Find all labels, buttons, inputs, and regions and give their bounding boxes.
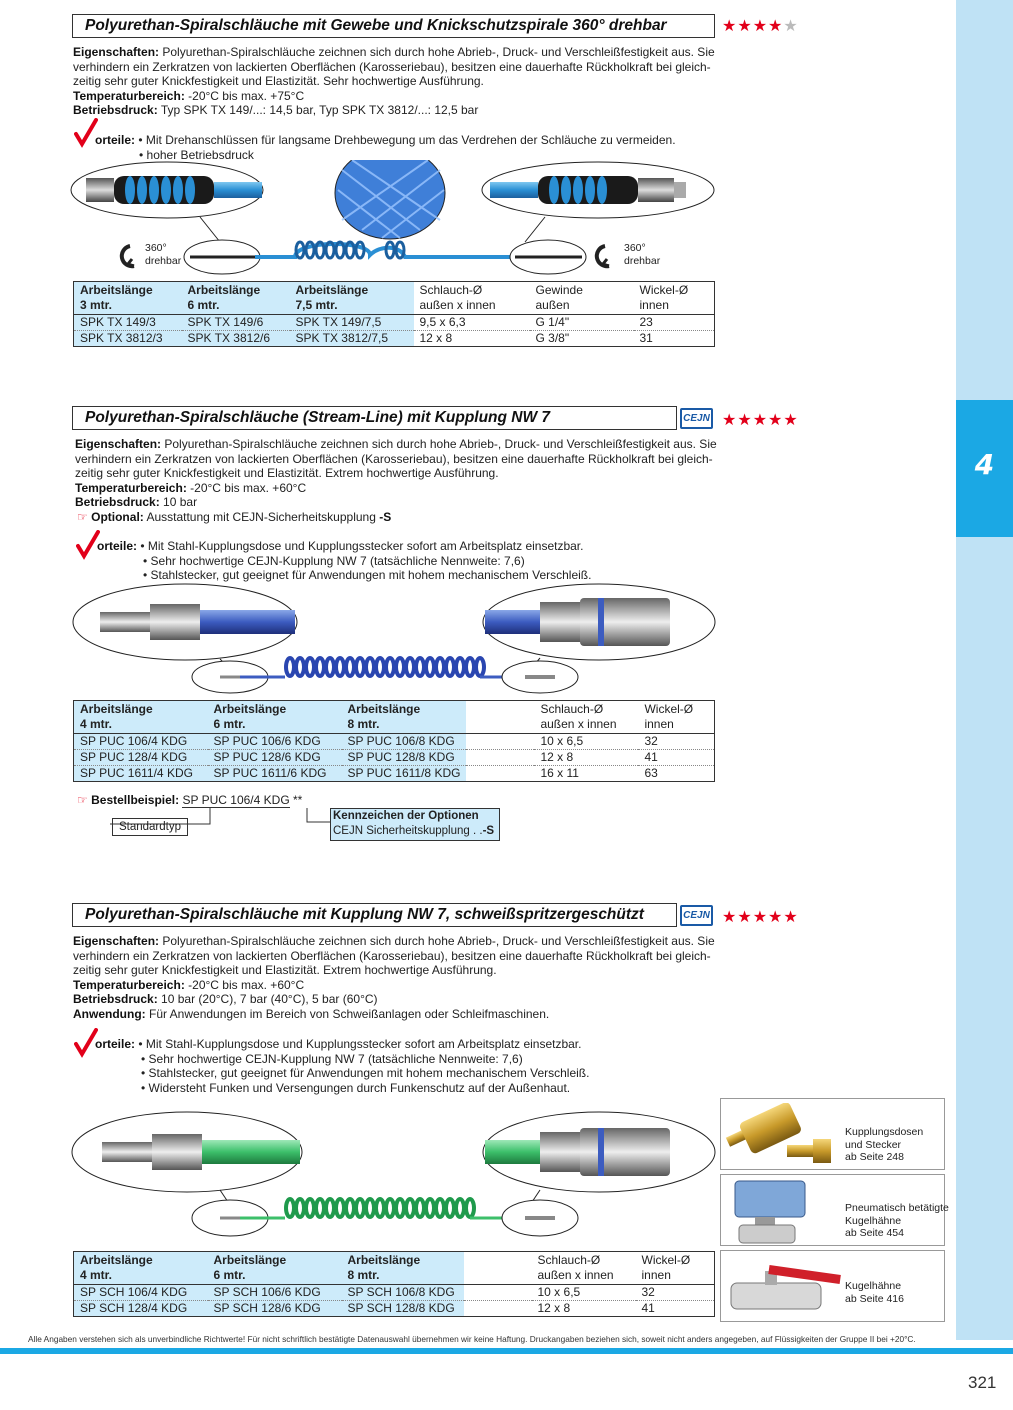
table-row: SP SCH 128/4 KDG SP SCH 128/6 KDG SP SCH 128/8 KDG 12 x 8 41 [74,1300,715,1316]
rotation-label-right: 360° drehbar [624,242,661,267]
pneumatic-valve-image [725,1177,837,1245]
side-ref-ball-valves[interactable]: Kugelhähne ab Seite 416 [720,1250,945,1322]
disclaimer: Alle Angaben verstehen sich als unverbindliche Richtwerte! Für nicht schriftlich bestätigte Datenauswahl übernehmen wir keine Haftung. Druckangaben beziehen sich, soweit nicht anders angegeben, auf Flüssigkeiten der Gruppe II bei +20°C. [28,1334,916,1344]
section-2-product-illustration [70,582,720,694]
section-3-spec-table [73,1251,715,1317]
section-2-properties: Eigenschaften: Polyurethan-Spiralschläuche zeichnen sich durch hohe Abrieb-, Druck- und Verschleißfestigkeit aus. Sie verhindern ein Zerkratzen von lackierten Oberflächen (Karosseriebau), besitzen eine dauerhafte Rückholkraft bei gleich- zeitig sehr guter Knickfestigkeit und Elastizität. Extrem hochwertige Ausführung. Temperaturbereich: -20°C bis max. +60°C Betriebsdruck: 10 bar [75,437,717,510]
section-2-optional: ☞ Optional: Ausstattung mit CEJN-Sicherheitskupplung -S [77,510,392,524]
table-row: SPK TX 3812/3 SPK TX 3812/6 SPK TX 3812/7,5 12 x 8 G 3/8" 31 [74,330,715,346]
chapter-number: 4 [974,448,995,481]
coupling-image [725,1103,835,1167]
section-2-rating: ★★★★★ [722,412,799,429]
chapter-tab-strip [956,0,1013,1340]
table-header-row: Arbeitslänge Arbeitslänge Arbeitslänge Schlauch-Ø Wickel-Ø [74,1252,715,1269]
table-row: SP PUC 106/4 KDG SP PUC 106/6 KDG SP PUC 106/8 KDG 10 x 6,5 32 [74,733,715,749]
table-header-row: 3 mtr. 6 mtr. 7,5 mtr. außen x innen außen innen [74,298,715,314]
section-1-rating: ★★★★★ [722,18,799,35]
section-3-product-illustration [70,1110,720,1244]
section-1-properties: Eigenschaften: Polyurethan-Spiralschläuche zeichnen sich durch hohe Abrieb-, Druck- und Verschleißfestigkeit aus. Sie verhindern ein Zerkratzen von lackierten Oberflächen (Karosseriebau), besitzen eine dauerhafte Rückholkraft bei gleich- zeitig sehr guter Knickfestigkeit und Elastizität. Sehr hochwertige Ausführung. Temperaturbereich: -20°C bis max. +75°C Betriebsdruck: Typ SPK TX 149/...: 14,5 bar, Typ SPK TX 3812/...: 12,5 bar [73,45,715,118]
table-row: SP PUC 128/4 KDG SP PUC 128/6 KDG SP PUC 128/8 KDG 12 x 8 41 [74,749,715,765]
footer-rule [0,1348,1013,1354]
section-1-title: Polyurethan-Spiralschläuche mit Gewebe und Knickschutzspirale 360° drehbar [72,14,715,38]
rotation-label-left: 360° drehbar [145,242,182,267]
section-2-spec-table [73,700,715,782]
pointing-hand-icon: ☞ [77,510,88,524]
table-header-row: 4 mtr. 6 mtr. 8 mtr. außen x innen innen [74,1268,715,1284]
cejn-logo: CEJN [680,905,713,926]
table-row: SP PUC 1611/4 KDG SP PUC 1611/6 KDG SP PUC 1611/8 KDG 16 x 11 63 [74,765,715,781]
table-row: SP SCH 106/4 KDG SP SCH 106/6 KDG SP SCH 106/8 KDG 10 x 6,5 32 [74,1284,715,1300]
side-ref-couplings[interactable]: Kupplungsdosen und Stecker ab Seite 248 [720,1098,945,1170]
table-header-row: Arbeitslänge Arbeitslänge Arbeitslänge Schlauch-Ø Wickel-Ø [74,701,715,718]
section-3-title: Polyurethan-Spiralschläuche mit Kupplung NW 7, schweißspritzergeschützt [72,903,677,927]
section-3-rating: ★★★★★ [722,909,799,926]
standard-type-label: Standardtyp [112,818,188,836]
section-3-properties: Eigenschaften: Polyurethan-Spiralschläuche zeichnen sich durch hohe Abrieb-, Druck- und Verschleißfestigkeit aus. Sie verhindern ein Zerkratzen von lackierten Oberflächen (Karosseriebau), besitzen eine dauerhafte Rückholkraft bei gleich- zeitig sehr guter Knickfestigkeit und Elastizität. Extrem hochwertige Ausführung. Temperaturbereich: -20°C bis max. +60°C Betriebsdruck: 10 bar (20°C), 7 bar (40°C), 5 bar (60°C) Anwendung: Für Anwendungen im Bereich von Schweißanlagen oder Schleifmaschinen. [73,934,715,1021]
section-3-advantages: orteile: • Mit Stahl-Kupplungsdose und Kupplungsstecker sofort am Arbeitsplatz einsetzbar. • Sehr hochwertige CEJN-Kupplung NW 7 (tatsächliche Nennweite: 7,6) • Stahlstecker, gut geeignet für Anwendungen mit hohem mechanischem Verschleiß. • Widersteht Funken und Versengungen durch Funkenschutz auf der Außenhaut. [95,1037,590,1095]
table-header-row: 4 mtr. 6 mtr. 8 mtr. außen x innen innen [74,717,715,733]
section-2-title: Polyurethan-Spiralschläuche (Stream-Line) mit Kupplung NW 7 [72,406,677,430]
section-1-spec-table [73,281,715,347]
page-number: 321 [968,1373,997,1392]
section-1-advantages: orteile: • Mit Drehanschlüssen für langsame Drehbewegung um das Verdrehen der Schläuche zu vermeiden. • hoher Betriebsdruck [95,133,676,162]
options-legend: Kennzeichen der Optionen CEJN Sicherheitskupplung . .-S [330,808,500,841]
order-example: ☞ Bestellbeispiel: SP PUC 106/4 KDG ** [77,793,303,807]
cejn-logo: CEJN [680,408,713,429]
ball-valve-image [725,1255,845,1319]
side-ref-pneumatic-ball-valves[interactable]: Pneumatisch betätigte Kugelhähne ab Seite 454 [720,1174,945,1246]
table-row: SPK TX 149/3 SPK TX 149/6 SPK TX 149/7,5 9,5 x 6,3 G 1/4" 23 [74,314,715,330]
table-header-row: Arbeitslänge Arbeitslänge Arbeitslänge Schlauch-Ø Gewinde Wickel-Ø [74,282,715,299]
pointing-hand-icon: ☞ [77,793,88,807]
section-2-advantages: orteile: • Mit Stahl-Kupplungsdose und Kupplungsstecker sofort am Arbeitsplatz einsetzbar. • Sehr hochwertige CEJN-Kupplung NW 7 (tatsächliche Nennweite: 7,6) • Stahlstecker, gut geeignet für Anwendungen mit hohem mechanischem Verschleiß. [97,539,592,583]
